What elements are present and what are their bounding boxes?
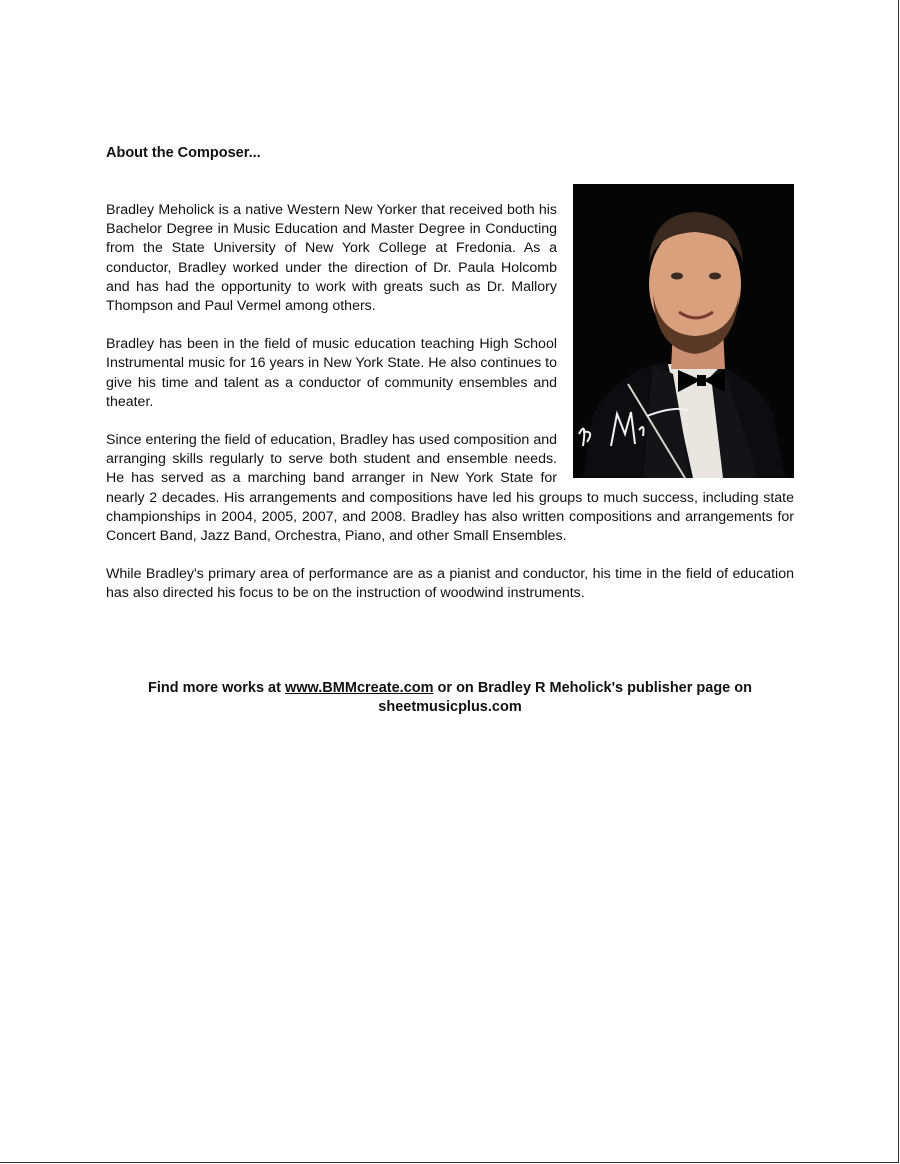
portrait-illustration <box>573 184 794 478</box>
bio-paragraph-2: Bradley has been in the field of music education teaching High School Instrumental music for 16 years in New York State. He also continues to give his time and talent as a conductor of community ensembles and theater. <box>106 336 557 410</box>
composer-photo <box>573 184 794 478</box>
bio-paragraph-4: While Bradley's primary area of performance are as a pianist and conductor, his time in the field of education has also directed his focus to be on the instruction of woodwind instruments. <box>106 566 794 602</box>
composer-bio <box>106 201 794 623</box>
find-more-works <box>100 679 800 717</box>
bmmcreate-link[interactable]: www.BMMcreate.com <box>284 680 434 696</box>
bio-paragraph-3: Since entering the field of education, Bradley has used composition and arranging skills regularly to serve both student and ensemble needs. He has served as a marching band arranger in New York State for nearly 2 decades. His arrangements and compositions have led his groups to much success, including state championships in 2004, 2005, 2007, and 2008. Bradley has also written compositions and arrangements for Concert Band, Jazz Band, Orchestra, Piano, and other Small Ensembles. <box>106 432 794 545</box>
section-heading: About the Composer... <box>106 145 261 161</box>
cta-suffix: or on Bradley R Meholick's publisher page on sheetmusicplus.com <box>378 680 752 715</box>
bio-paragraph-1: Bradley Meholick is a native Western New Yorker that received both his Bachelor Degree in Music Education and Master Degree in Conducting from the State University of New York College at Fredonia. As a conductor, Bradley worked under the direction of Dr. Paula Holcomb and has had the opportunity to work with greats such as Dr. Mallory Thompson and Paul Vermel among others. <box>106 202 557 315</box>
cta-prefix: Find more works at <box>148 680 285 696</box>
